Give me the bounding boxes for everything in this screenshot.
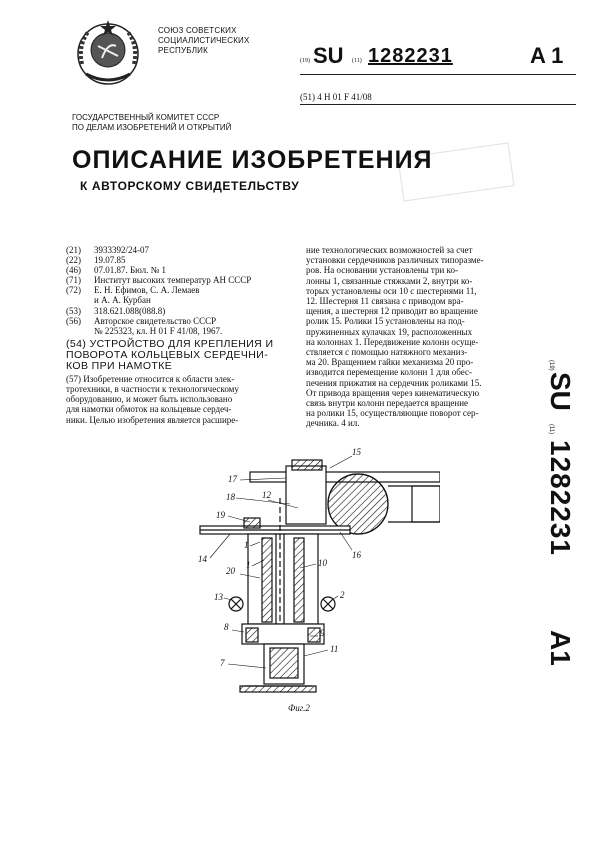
abstract-line: тротехники, в частности к технологическому xyxy=(66,384,239,395)
invention-title-line: КОВ ПРИ НАМОТКЕ xyxy=(66,359,173,372)
ipc-classification: (51) 4 H 01 F 41/08 xyxy=(300,92,372,102)
committee-name xyxy=(72,113,231,133)
abstract-line: лонны 1, связанные стяжками 2, внутри ко- xyxy=(306,275,473,286)
label-16: 16 xyxy=(352,550,361,560)
abstract-start xyxy=(66,374,290,425)
abstract-line: для намотки обмоток на кольцевые сердеч- xyxy=(66,404,232,415)
side-inid-19: (19) xyxy=(548,360,554,371)
biblio-row: (72) Е. Н. Ефимов, С. А. Лемаев xyxy=(66,285,200,296)
label-18: 18 xyxy=(226,492,235,502)
label-20: 20 xyxy=(226,566,235,576)
committee-line: ПО ДЕЛАМ ИЗОБРЕТЕНИЙ И ОТКРЫТИЙ xyxy=(72,123,232,132)
ussr-emblem-icon xyxy=(72,16,144,88)
biblio-row: (56) Авторское свидетельство СССР xyxy=(66,315,217,326)
abstract-line: ма 20. Вращением гайки механизма 20 про- xyxy=(306,357,474,368)
biblio-row: (22) 19.07.85 xyxy=(66,255,126,266)
patent-number-line xyxy=(300,43,576,71)
org-line: РЕСПУБЛИК xyxy=(158,46,208,55)
label-13: 13 xyxy=(214,592,223,602)
label-19: 19 xyxy=(216,510,225,520)
invention-title xyxy=(66,339,290,372)
label-7: 7 xyxy=(220,658,225,668)
abstract-line: 12. Шестерня 11 связана с приводом вра- xyxy=(306,296,464,307)
abstract-line: торых установлены оси 10 с шестернями 11, xyxy=(306,285,477,296)
country-code: SU xyxy=(313,43,344,68)
label-8: 8 xyxy=(224,622,229,632)
abstract-line: оборудованию, и может быть использовано xyxy=(66,394,233,405)
label-2: 2 xyxy=(340,590,345,600)
side-inid-11: (11) xyxy=(548,424,554,435)
label-14: 14 xyxy=(198,554,207,564)
committee-line: ГОСУДАРСТВЕННЫЙ КОМИТЕТ СССР xyxy=(72,113,220,122)
biblio-row: (53) 318.621.088(088.8) xyxy=(66,305,166,316)
bibliographic-data xyxy=(66,245,290,425)
divider xyxy=(300,74,576,75)
org-line: СОЮЗ СОВЕТСКИХ xyxy=(158,26,237,35)
document-subtitle: К АВТОРСКОМУ СВИДЕТЕЛЬСТВУ xyxy=(80,179,300,193)
label-10: 10 xyxy=(318,558,327,568)
organization-name xyxy=(158,26,250,56)
label-1b: 1 xyxy=(246,560,251,570)
abstract-line: От привода вращения через кинематическую xyxy=(306,387,480,398)
org-line: СОЦИАЛИСТИЧЕСКИХ xyxy=(158,36,250,45)
biblio-row: № 225323, кл. Н 01 F 41/08, 1967. xyxy=(94,325,223,336)
document-kind: A 1 xyxy=(530,43,564,68)
abstract-line: изводится перемещение колонн 1 для обес- xyxy=(306,367,472,378)
abstract-line: (57) Изобретение относится к области элек- xyxy=(66,373,235,384)
side-patent-number-value: 1282231 xyxy=(545,440,576,557)
side-document-kind: A1 xyxy=(545,630,576,666)
figure-caption: Фиг.2 xyxy=(288,703,310,713)
label-11: 11 xyxy=(330,644,339,654)
inid-11: (11) xyxy=(352,58,362,64)
label-15: 15 xyxy=(352,447,361,457)
label-17: 17 xyxy=(228,474,237,484)
abstract-line: на колоннах 1. Передвижение колонн осуще- xyxy=(306,336,479,347)
abstract-line: установки сердечников различных типоразме- xyxy=(306,255,484,266)
side-patent-number xyxy=(530,360,590,690)
abstract-line: ние технологических возможностей за счет xyxy=(306,245,473,255)
label-12: 12 xyxy=(262,490,271,500)
patent-number: 1282231 xyxy=(368,45,453,67)
abstract-line: ники. Целью изобретения является расшире- xyxy=(66,414,239,425)
inid-19: (19) xyxy=(300,58,310,64)
label-9: 9 xyxy=(320,628,325,638)
abstract-line: пружиненных кулачках 19, расположенных xyxy=(306,326,473,337)
abstract-line: на ролики 15, осуществляющие поворот сер- xyxy=(306,408,479,419)
invention-title-line: (54) УСТРОЙСТВО ДЛЯ КРЕПЛЕНИЯ И xyxy=(66,337,274,350)
document-title: ОПИСАНИЕ ИЗОБРЕТЕНИЯ xyxy=(72,146,433,174)
abstract-line: ролик 15. Ролики 15 установлены на под- xyxy=(306,316,465,327)
biblio-row: и А. А. Курбан xyxy=(94,295,151,306)
abstract-line: связь внутри колонн передается вращение xyxy=(306,398,468,409)
divider xyxy=(300,104,576,105)
side-country-code: SU xyxy=(545,372,576,411)
abstract-line: дечника. 4 ил. xyxy=(306,418,360,429)
biblio-row: (46) 07.01.87. Бюл. № 1 xyxy=(66,265,166,276)
technical-drawing xyxy=(180,438,440,738)
abstract-line: печения прижатия на сердечник роликами 15. xyxy=(306,377,482,388)
abstract-line: ров. На основании установлены три ко- xyxy=(306,265,458,276)
abstract-line: щения, а шестерня 12 приводит во вращение xyxy=(306,306,478,317)
abstract-line: ствляется с помощью натяжного механиз- xyxy=(306,347,468,358)
biblio-row: (71) Институт высоких температур АН СССР xyxy=(66,275,252,286)
invention-title-line: ПОВОРОТА КОЛЬЦЕВЫХ СЕРДЕЧНИ- xyxy=(66,348,269,361)
label-1: 1 xyxy=(244,540,249,550)
biblio-row: (21) 3933392/24-07 xyxy=(66,245,149,255)
abstract-continuation xyxy=(306,245,532,429)
